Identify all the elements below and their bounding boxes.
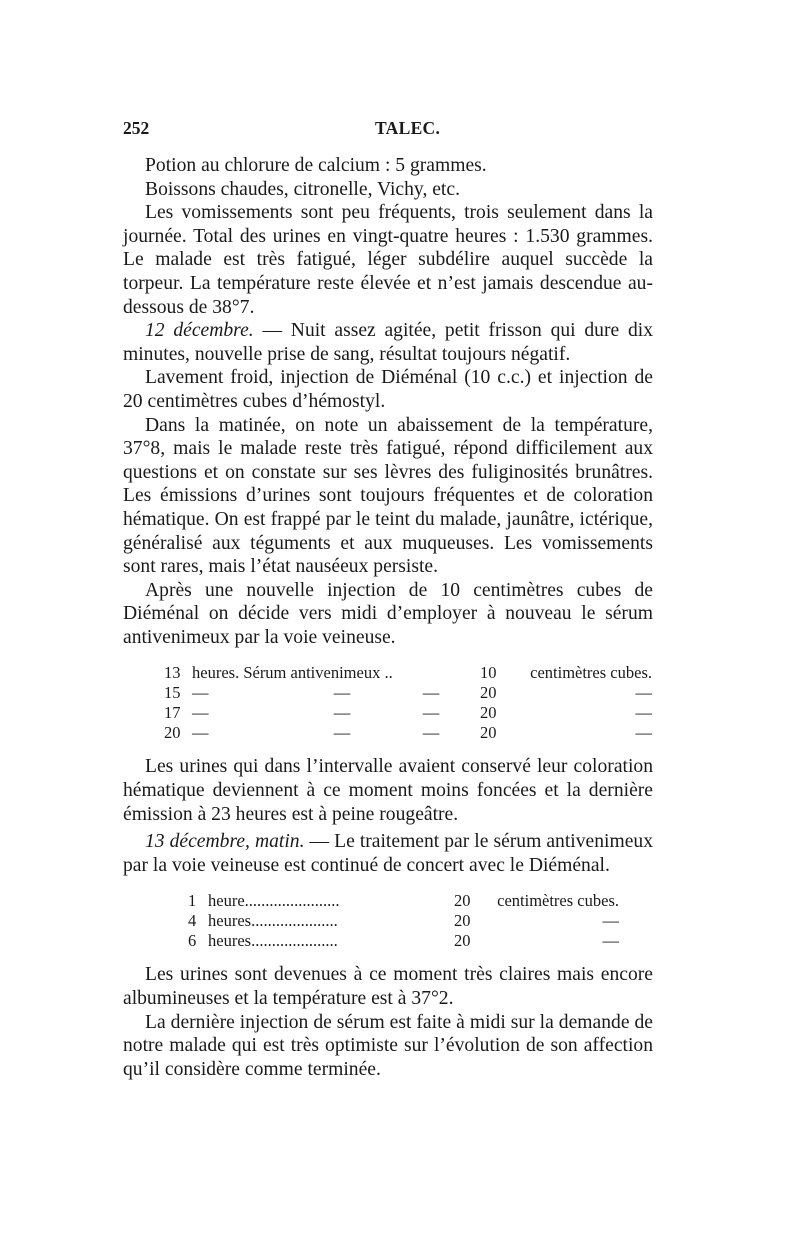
dose-cell: 20 xyxy=(480,723,497,743)
ditto-cell: — xyxy=(333,683,351,703)
hour-cell: 1 xyxy=(188,891,197,911)
dose-cell: 20 xyxy=(480,683,497,703)
ditto-cell: — xyxy=(333,723,351,743)
unit-cell: — xyxy=(602,911,619,931)
ditto-cell: — xyxy=(422,683,440,703)
ditto-cell: — xyxy=(333,703,351,723)
dose-cell: 20 xyxy=(454,911,471,931)
hour-cell: 20 xyxy=(164,723,181,743)
paragraph: La dernière injection de sérum est faite à midi sur la demande de notre malade qui est très optimiste sur l’évolution de son affection qu’il considère comme terminée. xyxy=(123,1011,653,1080)
table-row xyxy=(164,703,652,723)
label-cell: heures. Sérum antivenimeux .. xyxy=(192,663,393,683)
entry-date: 12 décembre. xyxy=(145,320,254,342)
label-cell: heure....................... xyxy=(208,891,340,911)
ditto-cell: — xyxy=(422,723,440,743)
unit-cell: — xyxy=(602,931,619,951)
ditto-cell: — xyxy=(422,703,440,723)
unit-cell: — xyxy=(635,683,652,703)
dose-cell: 20 xyxy=(480,703,497,723)
paragraph: Les vomissements sont peu fréquents, trois seulement dans la journée. Total des urines en vingt-quatre heures : 1.530 grammes. Le malade est très fatigué, léger subdélire auquel succède la torpeur. La température reste élevée et n’est jamais descendue au-dessous de 38°7. xyxy=(123,202,653,318)
hour-cell: 4 xyxy=(188,911,197,931)
table-row xyxy=(164,683,652,703)
dated-paragraph xyxy=(123,830,653,877)
hour-cell: 17 xyxy=(164,703,181,723)
unit-cell: centimètres cubes. xyxy=(530,663,652,683)
dated-paragraph xyxy=(123,319,653,366)
paragraph: Les urines sont devenues à ce moment très claires mais encore albumineuses et la température est à 37°2. xyxy=(123,964,653,1010)
ditto-cell: — xyxy=(192,723,209,743)
paragraph: Lavement froid, injection de Diéménal (10 c.c.) et injection de 20 centimètres cubes d’hémostyl. xyxy=(123,367,653,412)
paragraph: Les urines qui dans l’intervalle avaient conservé leur coloration hématique deviennent à ce moment moins foncées et la dernière émission à 23 heures est à peine rougeâtre. xyxy=(123,756,653,825)
label-cell: heures..................... xyxy=(208,911,338,931)
entry-date: 13 décembre, matin. xyxy=(145,831,305,853)
body-text xyxy=(123,154,653,1081)
page-number: 252 xyxy=(123,118,150,138)
ditto-cell: — xyxy=(192,703,209,723)
table-row xyxy=(188,891,619,911)
paragraph: Dans la matinée, on note un abaissement de la température, 37°8, mais le malade reste très fatigué, répond difficilement aux questions et on constate sur ses lèvres des fuliginosités brunâtres. Les émissions d’urines sont toujours fréquentes et de coloration hématique. On est frappé par le teint du malade, jaunâtre, ictérique, généralisé aux téguments et aux muqueuses. Les vomissements sont rares, mais l’état nauséeux persiste. xyxy=(123,414,653,578)
ditto-cell: — xyxy=(192,683,209,703)
entry-text: — Le traitement par le sérum antivenimeux par la voie veineuse est continué de concert avec le Diéménal. xyxy=(123,831,654,876)
unit-cell: — xyxy=(635,703,652,723)
table-row xyxy=(164,723,652,743)
entry-text: — Nuit assez agitée, petit frisson qui dure dix minutes, nouvelle prise de sang, résultat toujours négatif. xyxy=(123,320,653,365)
unit-cell: centimètres cubes. xyxy=(497,891,619,911)
serum-dose-table xyxy=(164,663,652,743)
dose-cell: 20 xyxy=(454,891,471,911)
table-row xyxy=(188,931,619,951)
paragraph: Potion au chlorure de calcium : 5 grammes. xyxy=(145,155,487,176)
page-header xyxy=(123,118,653,144)
hour-cell: 13 xyxy=(164,663,181,683)
table-row xyxy=(188,911,619,931)
running-head: TALEC. xyxy=(375,118,441,138)
hour-cell: 6 xyxy=(188,931,197,951)
label-cell: heures..................... xyxy=(208,931,338,951)
paragraph: Boissons chaudes, citronelle, Vichy, etc. xyxy=(145,178,460,200)
dose-cell: 20 xyxy=(454,931,471,951)
book-page xyxy=(123,118,653,1081)
unit-cell: — xyxy=(635,723,652,743)
serum-dose-table xyxy=(188,891,619,951)
hour-cell: 15 xyxy=(164,683,181,703)
paragraph: Après une nouvelle injection de 10 centimètres cubes de Diéménal on décide vers midi d’employer à nouveau le sérum antivenimeux par la voie veineuse. xyxy=(123,579,653,648)
dose-cell: 10 xyxy=(480,663,497,683)
table-row xyxy=(164,663,652,683)
